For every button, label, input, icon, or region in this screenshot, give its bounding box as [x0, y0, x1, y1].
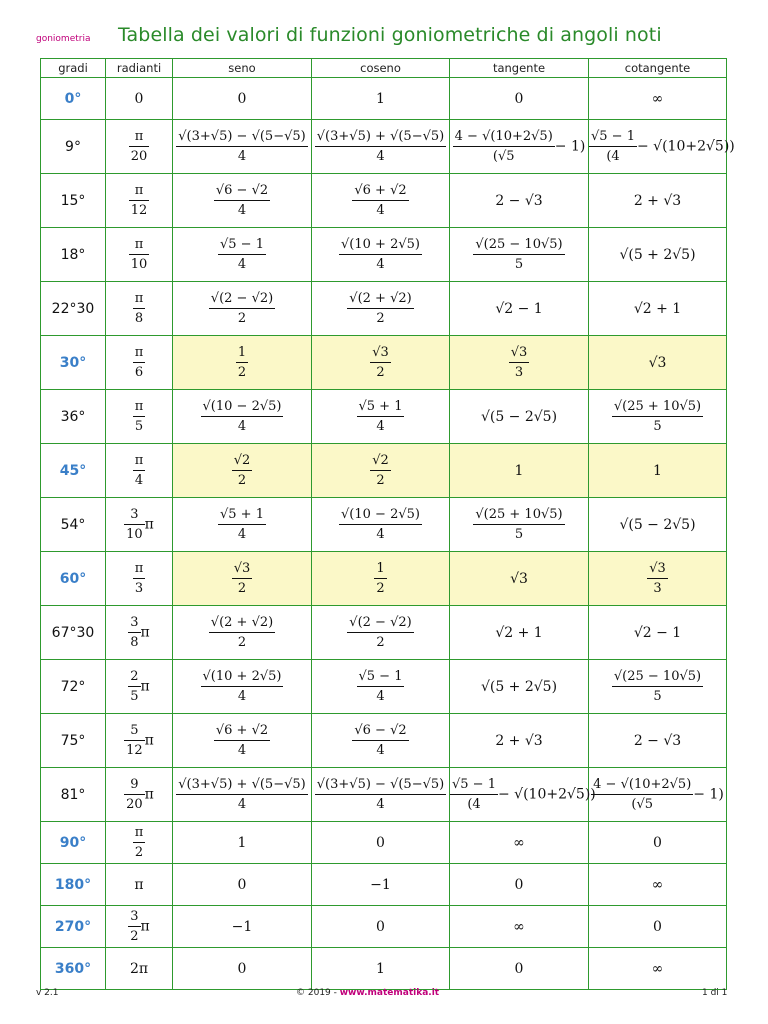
- tangent-value-text: 2 + √3: [495, 732, 543, 749]
- angle-degrees: [41, 282, 106, 336]
- cotangent-value-text: ∞: [651, 960, 664, 977]
- sine-value: [173, 768, 312, 822]
- angle-degrees-text: 67°30: [51, 624, 95, 641]
- cotangent-value: [589, 78, 727, 120]
- cotangent-value-text: $\frac{√3}{3}$: [649, 561, 666, 596]
- angle-radians: [106, 120, 173, 174]
- sine-value: [173, 174, 312, 228]
- cosine-value: [312, 552, 450, 606]
- cosine-value-text: $\frac{√3}{2}$: [372, 345, 389, 380]
- cosine-value-text: 0: [376, 834, 385, 851]
- sine-value-text: $\frac{√(10 - 2√5)}{4}$: [202, 399, 282, 434]
- cotangent-value: [589, 606, 727, 660]
- angle-degrees-text: 60°: [59, 570, 87, 587]
- cotangent-value-text: 2 − √3: [633, 732, 682, 749]
- angle-radians-text: $\frac{\pi}{6}$: [134, 345, 144, 380]
- angle-degrees: [41, 948, 106, 990]
- angle-degrees-text: 75°: [60, 732, 86, 749]
- sine-value: [173, 444, 312, 498]
- tangent-value: [450, 174, 589, 228]
- angle-degrees-text: 72°: [60, 678, 86, 695]
- cosine-value-text: $\frac{√2}{2}$: [372, 453, 389, 488]
- tangent-value-text: $\frac{√(25 + 10√5)}{5}$: [475, 507, 563, 542]
- angle-degrees: [41, 906, 106, 948]
- tangent-value-text: ∞: [513, 834, 525, 851]
- cosine-value-text: $\frac{1}{2}$: [376, 561, 385, 596]
- sine-value: [173, 948, 312, 990]
- sine-value-text: 1: [237, 834, 247, 851]
- sine-value: [173, 552, 312, 606]
- section-label: goniometria: [36, 34, 91, 44]
- tangent-value: [450, 390, 589, 444]
- cosine-value: [312, 822, 450, 864]
- cotangent-value: [589, 822, 727, 864]
- sine-value-text: $\frac{√(3+√5) + √(5-√5)}{4}$: [178, 777, 306, 812]
- cotangent-value-text: ∞: [651, 876, 664, 893]
- cosine-value: [312, 906, 450, 948]
- angle-degrees: [41, 552, 106, 606]
- angle-radians-text: $\frac{9}{20}$ π: [126, 777, 154, 812]
- cosine-value-text: 1: [376, 90, 385, 107]
- angle-degrees: [41, 444, 106, 498]
- angle-degrees-text: 36°: [60, 408, 86, 425]
- angle-degrees: [41, 660, 106, 714]
- tangent-value: [450, 948, 589, 990]
- cotangent-value-text: 2 + √3: [633, 192, 682, 209]
- angle-radians-text: $\frac{\pi}{20}$: [130, 129, 148, 164]
- cotangent-value-text: 0: [653, 918, 662, 935]
- angle-radians: [106, 444, 173, 498]
- sine-value-text: $\frac{√5 - 1}{4}$: [220, 237, 264, 272]
- cosine-value: [312, 120, 450, 174]
- angle-radians: [106, 714, 173, 768]
- cotangent-value: [589, 228, 727, 282]
- cosine-value-text: $\frac{√6 + √2}{4}$: [354, 183, 407, 218]
- cosine-value-text: $\frac{√(3+√5) - √(5-√5)}{4}$: [316, 777, 445, 812]
- angle-degrees-text: 54°: [60, 516, 86, 533]
- angle-degrees-text: 180°: [54, 876, 92, 893]
- cosine-value: [312, 768, 450, 822]
- tangent-value: [450, 78, 589, 120]
- angle-degrees: [41, 498, 106, 552]
- cotangent-value: [589, 390, 727, 444]
- tangent-value: [450, 336, 589, 390]
- angle-degrees-text: 270°: [54, 918, 92, 935]
- angle-radians-text: $\frac{\pi}{8}$: [134, 291, 144, 326]
- sine-value-text: −1: [231, 918, 253, 935]
- cosine-value-text: −1: [370, 876, 391, 893]
- sine-value: [173, 606, 312, 660]
- cotangent-value-text: $\frac{4 - √(10+2√5)}{(√5}$ − 1): [593, 777, 724, 812]
- sine-value: [173, 390, 312, 444]
- cosine-value-text: $\frac{√(2 - √2)}{2}$: [349, 615, 412, 650]
- angle-degrees: [41, 822, 106, 864]
- cosine-value: [312, 228, 450, 282]
- sine-value: [173, 906, 312, 948]
- tangent-value: [450, 498, 589, 552]
- angle-radians: [106, 228, 173, 282]
- table-body: [41, 78, 735, 990]
- page-title: Tabella dei valori di funzioni goniometriche di angoli noti: [118, 24, 662, 46]
- table-row: [41, 768, 727, 822]
- table-row: [41, 822, 727, 864]
- cotangent-value-text: 1: [653, 462, 662, 479]
- table-row: [41, 120, 727, 174]
- sine-value-text: 0: [237, 90, 247, 107]
- cotangent-value: [589, 864, 727, 906]
- tangent-value: [450, 864, 589, 906]
- cosine-value-text: $\frac{√5 + 1}{4}$: [358, 399, 403, 434]
- sine-value-text: $\frac{√(3+√5) - √(5-√5)}{4}$: [178, 129, 306, 164]
- footer-page-number: 1 di 1: [702, 988, 728, 998]
- angle-radians-text: $\frac{\pi}{2}$: [134, 825, 144, 860]
- cotangent-value-text: $\frac{√5 - 1}{(4}$ − √(10+2√5)): [591, 129, 735, 164]
- angle-radians-text: $\frac{\pi}{5}$: [134, 399, 144, 434]
- tangent-value: [450, 606, 589, 660]
- table-row: [41, 336, 727, 390]
- column-header-gradi: gradi: [41, 59, 106, 78]
- column-header-cotangente: cotangente: [589, 59, 727, 78]
- angle-degrees-text: 45°: [59, 462, 87, 479]
- table-row: [41, 948, 727, 990]
- angle-radians-text: 0: [134, 90, 144, 107]
- angle-degrees: [41, 864, 106, 906]
- angle-radians-text: $\frac{\pi}{12}$: [130, 183, 148, 218]
- column-header-radianti: radianti: [106, 59, 173, 78]
- tangent-value-text: 2 − √3: [495, 192, 543, 209]
- angle-radians: [106, 606, 173, 660]
- angle-degrees: [41, 606, 106, 660]
- tangent-value-text: √(5 − 2√5): [480, 408, 558, 425]
- cosine-value: [312, 390, 450, 444]
- tangent-value-text: 1: [514, 462, 524, 479]
- tangent-value-text: $\frac{√3}{3}$: [510, 345, 528, 380]
- sine-value: [173, 498, 312, 552]
- sine-value-text: $\frac{√2}{2}$: [233, 453, 251, 488]
- tangent-value-text: $\frac{4 - √(10+2√5)}{(√5}$ − 1): [454, 129, 586, 164]
- angle-radians-text: $\frac{3}{2}$ π: [130, 909, 150, 944]
- angle-degrees: [41, 390, 106, 444]
- angle-radians-text: $\frac{2}{5}$ π: [130, 669, 150, 704]
- table-row: [41, 864, 727, 906]
- cotangent-value: [589, 444, 727, 498]
- cotangent-value-text: $\frac{√(25 - 10√5)}{5}$: [613, 669, 702, 704]
- angle-radians: [106, 948, 173, 990]
- sine-value: [173, 822, 312, 864]
- angle-radians: [106, 660, 173, 714]
- cotangent-value: [589, 906, 727, 948]
- column-header-seno: seno: [173, 59, 312, 78]
- table-header-row: [41, 59, 727, 78]
- cotangent-value-text: √2 + 1: [633, 300, 682, 317]
- angle-radians: [106, 498, 173, 552]
- angle-degrees-text: 18°: [60, 246, 86, 263]
- angle-radians-text: $\frac{3}{10}$ π: [126, 507, 154, 542]
- cosine-value: [312, 660, 450, 714]
- sine-value-text: $\frac{√6 + √2}{4}$: [215, 723, 269, 758]
- cotangent-value: [589, 768, 727, 822]
- angle-radians-text: $\frac{\pi}{10}$: [130, 237, 148, 272]
- cosine-value: [312, 864, 450, 906]
- column-header-coseno: coseno: [312, 59, 450, 78]
- tangent-value-text: 0: [514, 960, 524, 977]
- angle-radians: [106, 390, 173, 444]
- cosine-value: [312, 948, 450, 990]
- angle-radians-text: $\frac{\pi}{3}$: [134, 561, 144, 596]
- table-row: [41, 498, 727, 552]
- cosine-value: [312, 336, 450, 390]
- sine-value: [173, 336, 312, 390]
- angle-radians: [106, 768, 173, 822]
- trig-values-table: [40, 58, 735, 990]
- tangent-value-text: 0: [514, 90, 524, 107]
- table-row: [41, 228, 727, 282]
- cosine-value-text: $\frac{√(10 - 2√5)}{4}$: [341, 507, 420, 542]
- angle-radians-text: 2π: [129, 960, 149, 977]
- tangent-value: [450, 228, 589, 282]
- sine-value: [173, 864, 312, 906]
- site-link[interactable]: www.matematika.it: [339, 988, 440, 998]
- cotangent-value: [589, 660, 727, 714]
- angle-degrees-text: 81°: [60, 786, 86, 803]
- angle-radians: [106, 336, 173, 390]
- cosine-value-text: $\frac{√5 - 1}{4}$: [358, 669, 403, 704]
- sine-value: [173, 228, 312, 282]
- cosine-value: [312, 444, 450, 498]
- cotangent-value: [589, 498, 727, 552]
- tangent-value: [450, 282, 589, 336]
- table-row: [41, 906, 727, 948]
- angle-radians: [106, 174, 173, 228]
- angle-degrees: [41, 228, 106, 282]
- angle-radians-text: $\frac{3}{8}$ π: [130, 615, 150, 650]
- angle-radians-text: $\frac{5}{12}$ π: [126, 723, 154, 758]
- tangent-value-text: √2 − 1: [495, 300, 543, 317]
- angle-degrees: [41, 78, 106, 120]
- sine-value-text: $\frac{√6 - √2}{4}$: [215, 183, 269, 218]
- table-row: [41, 606, 727, 660]
- angle-degrees: [41, 174, 106, 228]
- angle-degrees-text: 360°: [54, 960, 92, 977]
- cotangent-value-text: √(5 − 2√5): [619, 516, 696, 533]
- tangent-value: [450, 822, 589, 864]
- angle-degrees-text: 90°: [59, 834, 87, 851]
- cotangent-value: [589, 282, 727, 336]
- cosine-value: [312, 498, 450, 552]
- tangent-value-text: ∞: [513, 918, 525, 935]
- cosine-value: [312, 174, 450, 228]
- tangent-value: [450, 768, 596, 822]
- tangent-value: [450, 120, 589, 174]
- column-header-tangente: tangente: [450, 59, 589, 78]
- cosine-value: [312, 78, 450, 120]
- cotangent-value: [589, 336, 727, 390]
- sine-value: [173, 714, 312, 768]
- tangent-value: [450, 714, 589, 768]
- sine-value: [173, 78, 312, 120]
- angle-degrees-text: 0°: [64, 90, 82, 107]
- copyright-text: © 2019 -: [296, 988, 340, 998]
- cosine-value: [312, 606, 450, 660]
- cosine-value-text: $\frac{√(2 + √2)}{2}$: [349, 291, 412, 326]
- angle-radians: [106, 552, 173, 606]
- angle-degrees: [41, 768, 106, 822]
- tangent-value-text: √3: [510, 570, 528, 587]
- angle-degrees-text: 9°: [65, 138, 81, 155]
- angle-degrees-text: 15°: [60, 192, 86, 209]
- cotangent-value-text: ∞: [651, 90, 664, 107]
- cotangent-value-text: √3: [648, 354, 667, 371]
- tangent-value-text: √2 + 1: [495, 624, 543, 641]
- footer-version: v 2.1: [36, 988, 59, 998]
- angle-radians: [106, 822, 173, 864]
- table-row: [41, 444, 727, 498]
- footer-copyright: [296, 988, 439, 998]
- tangent-value: [450, 552, 589, 606]
- angle-radians: [106, 282, 173, 336]
- table-row: [41, 660, 727, 714]
- cosine-value: [312, 714, 450, 768]
- cotangent-value-text: √(5 + 2√5): [619, 246, 696, 263]
- table-row: [41, 552, 727, 606]
- cotangent-value: [589, 714, 727, 768]
- angle-degrees-text: 22°30: [51, 300, 95, 317]
- cosine-value-text: 0: [376, 918, 385, 935]
- sine-value-text: $\frac{1}{2}$: [237, 345, 247, 380]
- sine-value-text: $\frac{√5 + 1}{4}$: [220, 507, 264, 542]
- sine-value: [173, 282, 312, 336]
- table-row: [41, 390, 727, 444]
- cotangent-value-text: 0: [653, 834, 662, 851]
- table-row: [41, 282, 727, 336]
- sine-value-text: 0: [237, 876, 247, 893]
- cosine-value-text: $\frac{√6 - √2}{4}$: [354, 723, 407, 758]
- angle-radians: [106, 906, 173, 948]
- table-row: [41, 78, 727, 120]
- sine-value-text: $\frac{√3}{2}$: [233, 561, 251, 596]
- cotangent-value-text: $\frac{√(25 + 10√5)}{5}$: [613, 399, 702, 434]
- angle-degrees-text: 30°: [59, 354, 87, 371]
- cosine-value-text: 1: [376, 960, 385, 977]
- table-row: [41, 174, 727, 228]
- sine-value-text: 0: [237, 960, 247, 977]
- angle-degrees: [41, 714, 106, 768]
- cosine-value: [312, 282, 450, 336]
- sine-value-text: $\frac{√(2 - √2)}{2}$: [210, 291, 274, 326]
- tangent-value: [450, 906, 589, 948]
- cosine-value-text: $\frac{√(3+√5) + √(5-√5)}{4}$: [316, 129, 445, 164]
- angle-degrees: [41, 336, 106, 390]
- cotangent-value-text: √2 − 1: [633, 624, 682, 641]
- cotangent-value: [589, 948, 727, 990]
- tangent-value-text: √(5 + 2√5): [480, 678, 558, 695]
- sine-value: [173, 660, 312, 714]
- cotangent-value: [589, 174, 727, 228]
- tangent-value: [450, 444, 589, 498]
- table-row: [41, 714, 727, 768]
- cotangent-value: [589, 120, 735, 174]
- sine-value: [173, 120, 312, 174]
- angle-degrees: [41, 120, 106, 174]
- tangent-value-text: $\frac{√(25 - 10√5)}{5}$: [475, 237, 563, 272]
- sine-value-text: $\frac{√(2 + √2)}{2}$: [210, 615, 274, 650]
- tangent-value-text: 0: [514, 876, 524, 893]
- cosine-value-text: $\frac{√(10 + 2√5)}{4}$: [341, 237, 420, 272]
- angle-radians: [106, 78, 173, 120]
- tangent-value-text: $\frac{√5 - 1}{(4}$ − √(10+2√5)): [452, 777, 596, 812]
- sine-value-text: $\frac{√(10 + 2√5)}{4}$: [202, 669, 282, 704]
- cotangent-value: [589, 552, 727, 606]
- angle-radians-text: π: [134, 876, 144, 893]
- tangent-value: [450, 660, 589, 714]
- angle-radians-text: $\frac{\pi}{4}$: [134, 453, 144, 488]
- angle-radians: [106, 864, 173, 906]
